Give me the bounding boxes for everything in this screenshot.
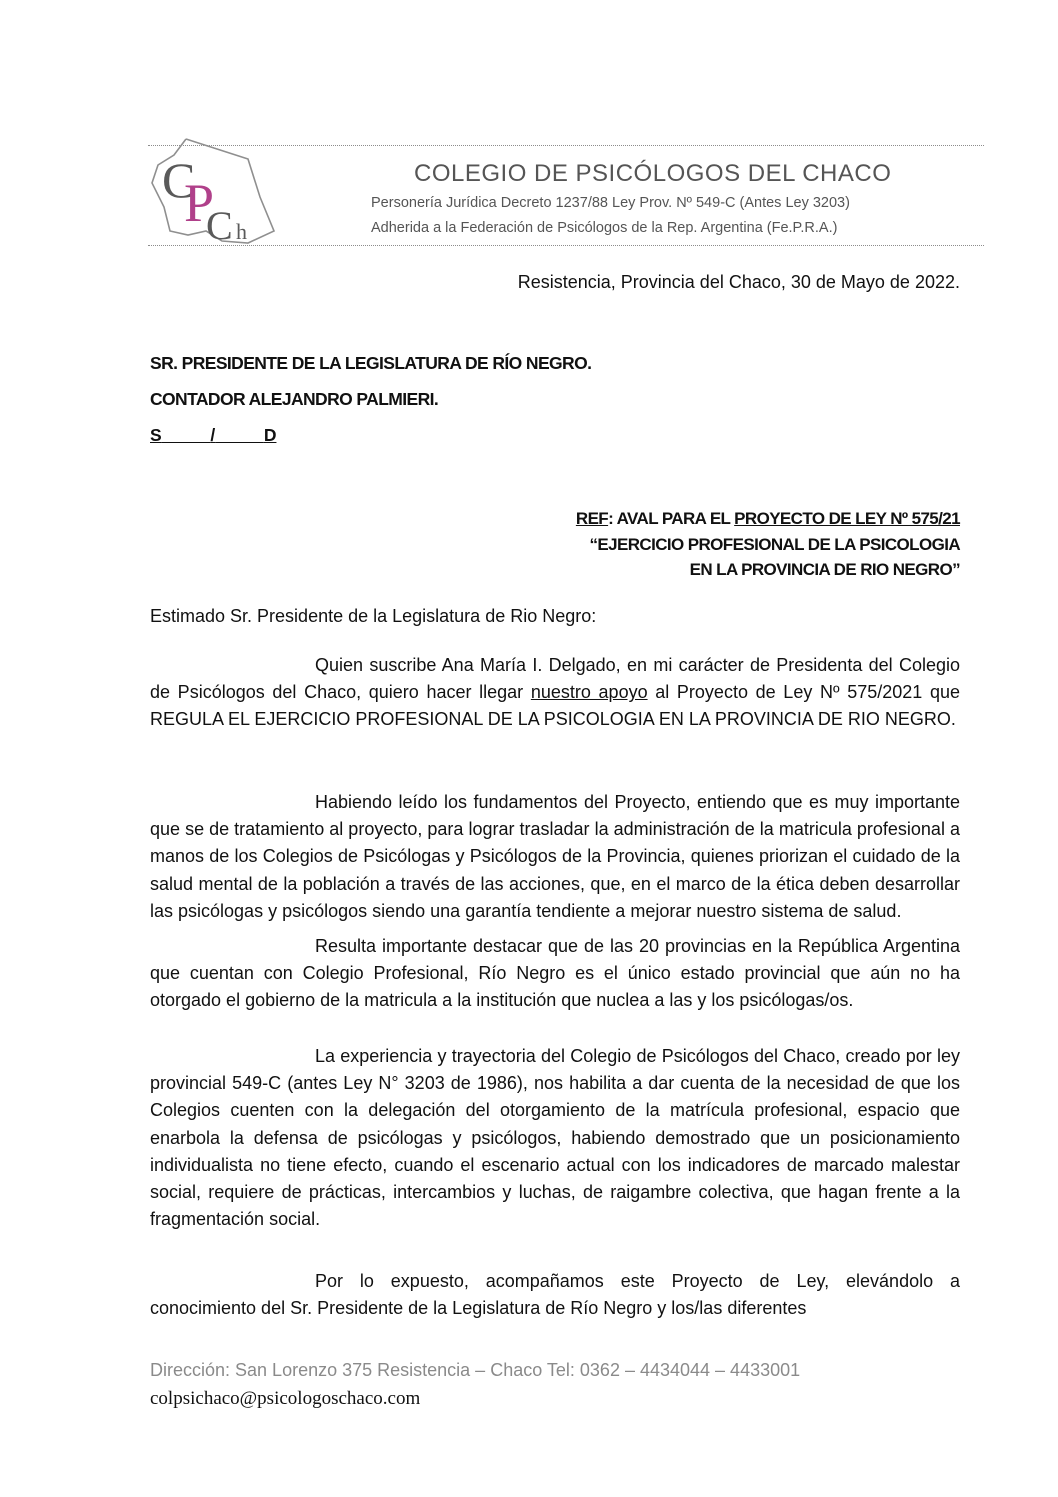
paragraph-5: Por lo expuesto, acompañamos este Proyecto de Ley, elevándolo a conocimiento del Sr. Presidente de la Legislatura de Río Negro y los/las diferentes: [150, 1271, 960, 1319]
org-name: COLEGIO DE PSICÓLOGOS DEL CHACO: [414, 160, 892, 187]
paragraph-3: Resulta importante destacar que de las 20 provincias en la República Argentina que cuentan con Colegio Profesional, Río Negro es el único estado provincial que aún no ha otorgado el gobierno de la matricula a la institución que nuclea a las y los psicólogas/os.: [150, 936, 960, 1011]
addressee-title: SR. PRESIDENTE DE LA LEGISLATURA DE RÍO NEGRO.: [150, 353, 592, 373]
paragraph-1: [150, 652, 960, 734]
sd-line: [150, 425, 334, 446]
reference-line-3: EN LA PROVINCIA DE RIO NEGRO”: [689, 560, 960, 579]
paragraph-1-end: al Proyecto de Ley Nº 575/2021 que REGULA EL EJERCICIO PROFESIONAL DE LA PSICOLOGIA EN LA PROVINCIA DE RIO NEGRO.: [150, 682, 960, 730]
paragraph-2: Habiendo leído los fundamentos del Proyecto, entiendo que es muy importante que se de tratamiento al proyecto, para lograr trasladar la administración de la matricula profesional a manos de los Colegios de Psicólogas y Psicólogos de la Provincia, quienes priorizan el cuidado de la salud mental de la población a través de las acciones, que, en el marco de la ética deben desarrollar las psicólogas y psicólogos siendo una garantía tendiente a mejorar nuestro sistema de salud.: [150, 792, 960, 921]
svg-text:C: C: [206, 203, 233, 247]
sd-slash: /: [210, 425, 216, 445]
footer-email: colpsichaco@psicologoschaco.com: [150, 1388, 421, 1409]
addressee-name: CONTADOR ALEJANDRO PALMIERI.: [150, 389, 439, 409]
sd-s: S: [150, 425, 162, 445]
paragraph-1-underlined: nuestro apoyo: [530, 682, 648, 703]
letter-date: Resistencia, Provincia del Chaco, 30 de Mayo de 2022.: [517, 272, 960, 292]
ref-project: PROYECTO DE LEY Nº 575/21: [734, 509, 960, 528]
svg-text:C: C: [162, 152, 196, 208]
footer-address: Dirección: San Lorenzo 375 Resistencia – Chaco Tel: 0362 – 4434044 – 4433001: [150, 1360, 801, 1380]
ref-label: REF: [575, 509, 609, 528]
salutation: Estimado Sr. Presidente de la Legislatura de Rio Negro:: [150, 606, 597, 626]
ref-mid: : AVAL PARA EL: [608, 509, 735, 528]
paragraph-4: La experiencia y trayectoria del Colegio de Psicólogos del Chaco, creado por ley provincial 549-C (antes Ley N° 3203 de 1986), nos habilita a dar cuenta de la necesidad de que los Colegios cuenten con la delegación del otorgamiento de la matrícula profesional, espacio que enarbola la defensa de psicólogas y psicólogos, habiendo demostrado que un posicionamiento individualista no tiene efecto, cuando el escenario actual con los indicadores de marcado malestar social, requiere de prácticas, intercambios y luchas, de raigambre colectiva, que hagan frente a la fragmentación social.: [150, 1046, 960, 1230]
letterhead-bottom-rule: [148, 245, 984, 246]
sd-d: D: [263, 425, 277, 445]
cpch-logo-icon: [148, 135, 278, 247]
reference-line-1: [576, 509, 960, 529]
svg-text:P: P: [184, 173, 215, 233]
org-federation-line: Adherida a la Federación de Psicólogos de la Rep. Argentina (Fe.P.R.A.): [371, 220, 838, 236]
org-legal-line: Personería Jurídica Decreto 1237/88 Ley Prov. Nº 549-C (Antes Ley 3203): [371, 195, 850, 211]
reference-line-2: “EJERCICIO PROFESIONAL DE LA PSICOLOGIA: [589, 535, 960, 554]
svg-text:h: h: [236, 219, 247, 244]
paragraph-1-start: Quien suscribe Ana María I. Delgado, en mi carácter de Presidenta del Colegio de Psicólogos del Chaco, quiero hacer llegar: [150, 655, 960, 703]
